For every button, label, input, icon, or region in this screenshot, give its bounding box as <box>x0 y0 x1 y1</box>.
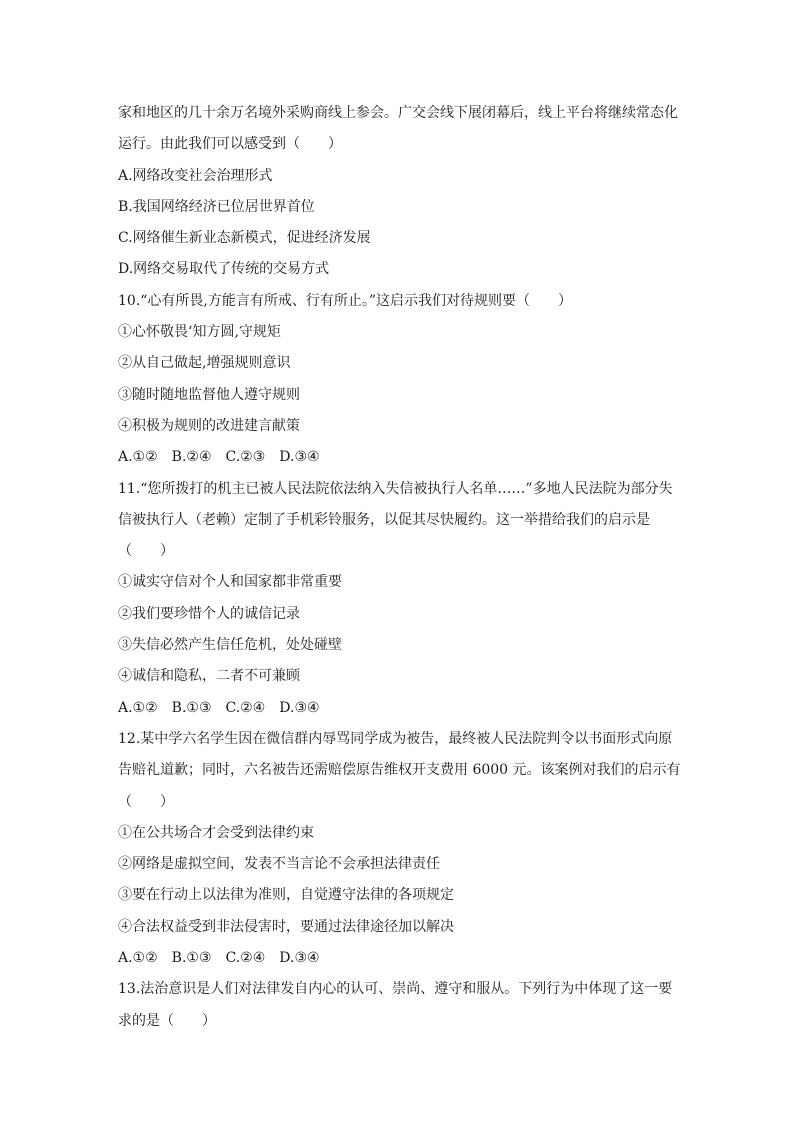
question-12-item-3: ③要在行动上以法律为准则，自觉遵守法律的各项规定 <box>118 887 454 904</box>
document-content <box>118 98 681 1037</box>
question-9-option-c: C.网络催生新业态新模式，促进经济发展 <box>118 230 371 247</box>
question-10-item-4: ④积极为规则的改进建言献策 <box>118 417 300 434</box>
question-10-stem: 10.“心有所畏,方能言有所戒、行有所止。”这启示我们对待规则要（ ） <box>118 292 573 309</box>
question-9-option-b: B.我国网络经济已位居世界首位 <box>118 198 315 215</box>
question-9-option-d: D.网络交易取代了传统的交易方式 <box>118 261 330 278</box>
question-12-item-2: ②网络是虚拟空间，发表不当言论不会承担法律责任 <box>118 856 440 873</box>
question-12 <box>118 724 681 974</box>
question-11-answer-options: A.①② B.①③ C.②④ D.③④ <box>118 699 320 716</box>
question-9-text-line: 家和地区的几十余万名境外采购商线上参会。广交会线下展闭幕后，线上平台将继续常态化 <box>118 105 678 121</box>
question-13-stem-line: 求的是（ ） <box>118 1012 216 1029</box>
question-9-text-line: 运行。由此我们可以感受到（ ） <box>118 136 342 153</box>
question-11-item-1: ①诚实守信对个人和国家都非常重要 <box>118 574 342 591</box>
question-12-item-1: ①在公共场合才会受到法律约束 <box>118 824 314 841</box>
question-11-stem-line: 信被执行人（老赖）定制了手机彩铃服务，以促其尽快履约。这一举措给我们的启示是 <box>118 511 650 528</box>
question-9-continuation <box>118 98 678 286</box>
question-12-stem-line: （ ） <box>118 793 174 810</box>
question-10-item-1: ①心怀敬畏‘知方圆,守规矩 <box>118 324 281 341</box>
question-11 <box>118 474 678 724</box>
question-10 <box>118 286 678 474</box>
question-11-item-3: ③失信必然产生信任危机，处处碰壁 <box>118 637 342 654</box>
question-11-item-2: ②我们要珍惜个人的诚信记录 <box>118 605 300 622</box>
question-13 <box>118 974 678 1037</box>
question-10-item-3: ③随时随地监督他人遵守规则 <box>118 386 300 403</box>
question-9-option-a: A.网络改变社会治理形式 <box>118 167 273 184</box>
question-12-item-4: ④合法权益受到非法侵害时，要通过法律途径加以解决 <box>118 918 454 935</box>
question-10-answer-options: A.①② B.②④ C.②③ D.③④ <box>118 449 320 466</box>
question-12-stem-line: 告赔礼道歉；同时，六名被告还需赔偿原告维权开支费用 6000 元。该案例对我们的启示有 <box>118 762 681 779</box>
question-13-stem-line: 13.法治意识是人们对法律发自内心的认可、崇尚、遵守和服从。下列行为中体现了这一要 <box>118 981 673 998</box>
question-11-item-4: ④诚信和隐私，二者不可兼顾 <box>118 668 300 685</box>
question-11-stem-line: （ ） <box>118 543 174 560</box>
question-11-stem-line: 11.“您所拨打的机主已被人民法院依法纳入失信被执行人名单……”多地人民法院为部分失 <box>118 480 673 497</box>
question-10-item-2: ②从自己做起,增强规则意识 <box>118 355 291 372</box>
question-12-stem-line: 12.某中学六名学生因在微信群内辱骂同学成为被告，最终被人民法院判令以书面形式向原 <box>118 730 673 747</box>
question-12-answer-options: A.①② B.①③ C.②④ D.③④ <box>118 950 320 967</box>
